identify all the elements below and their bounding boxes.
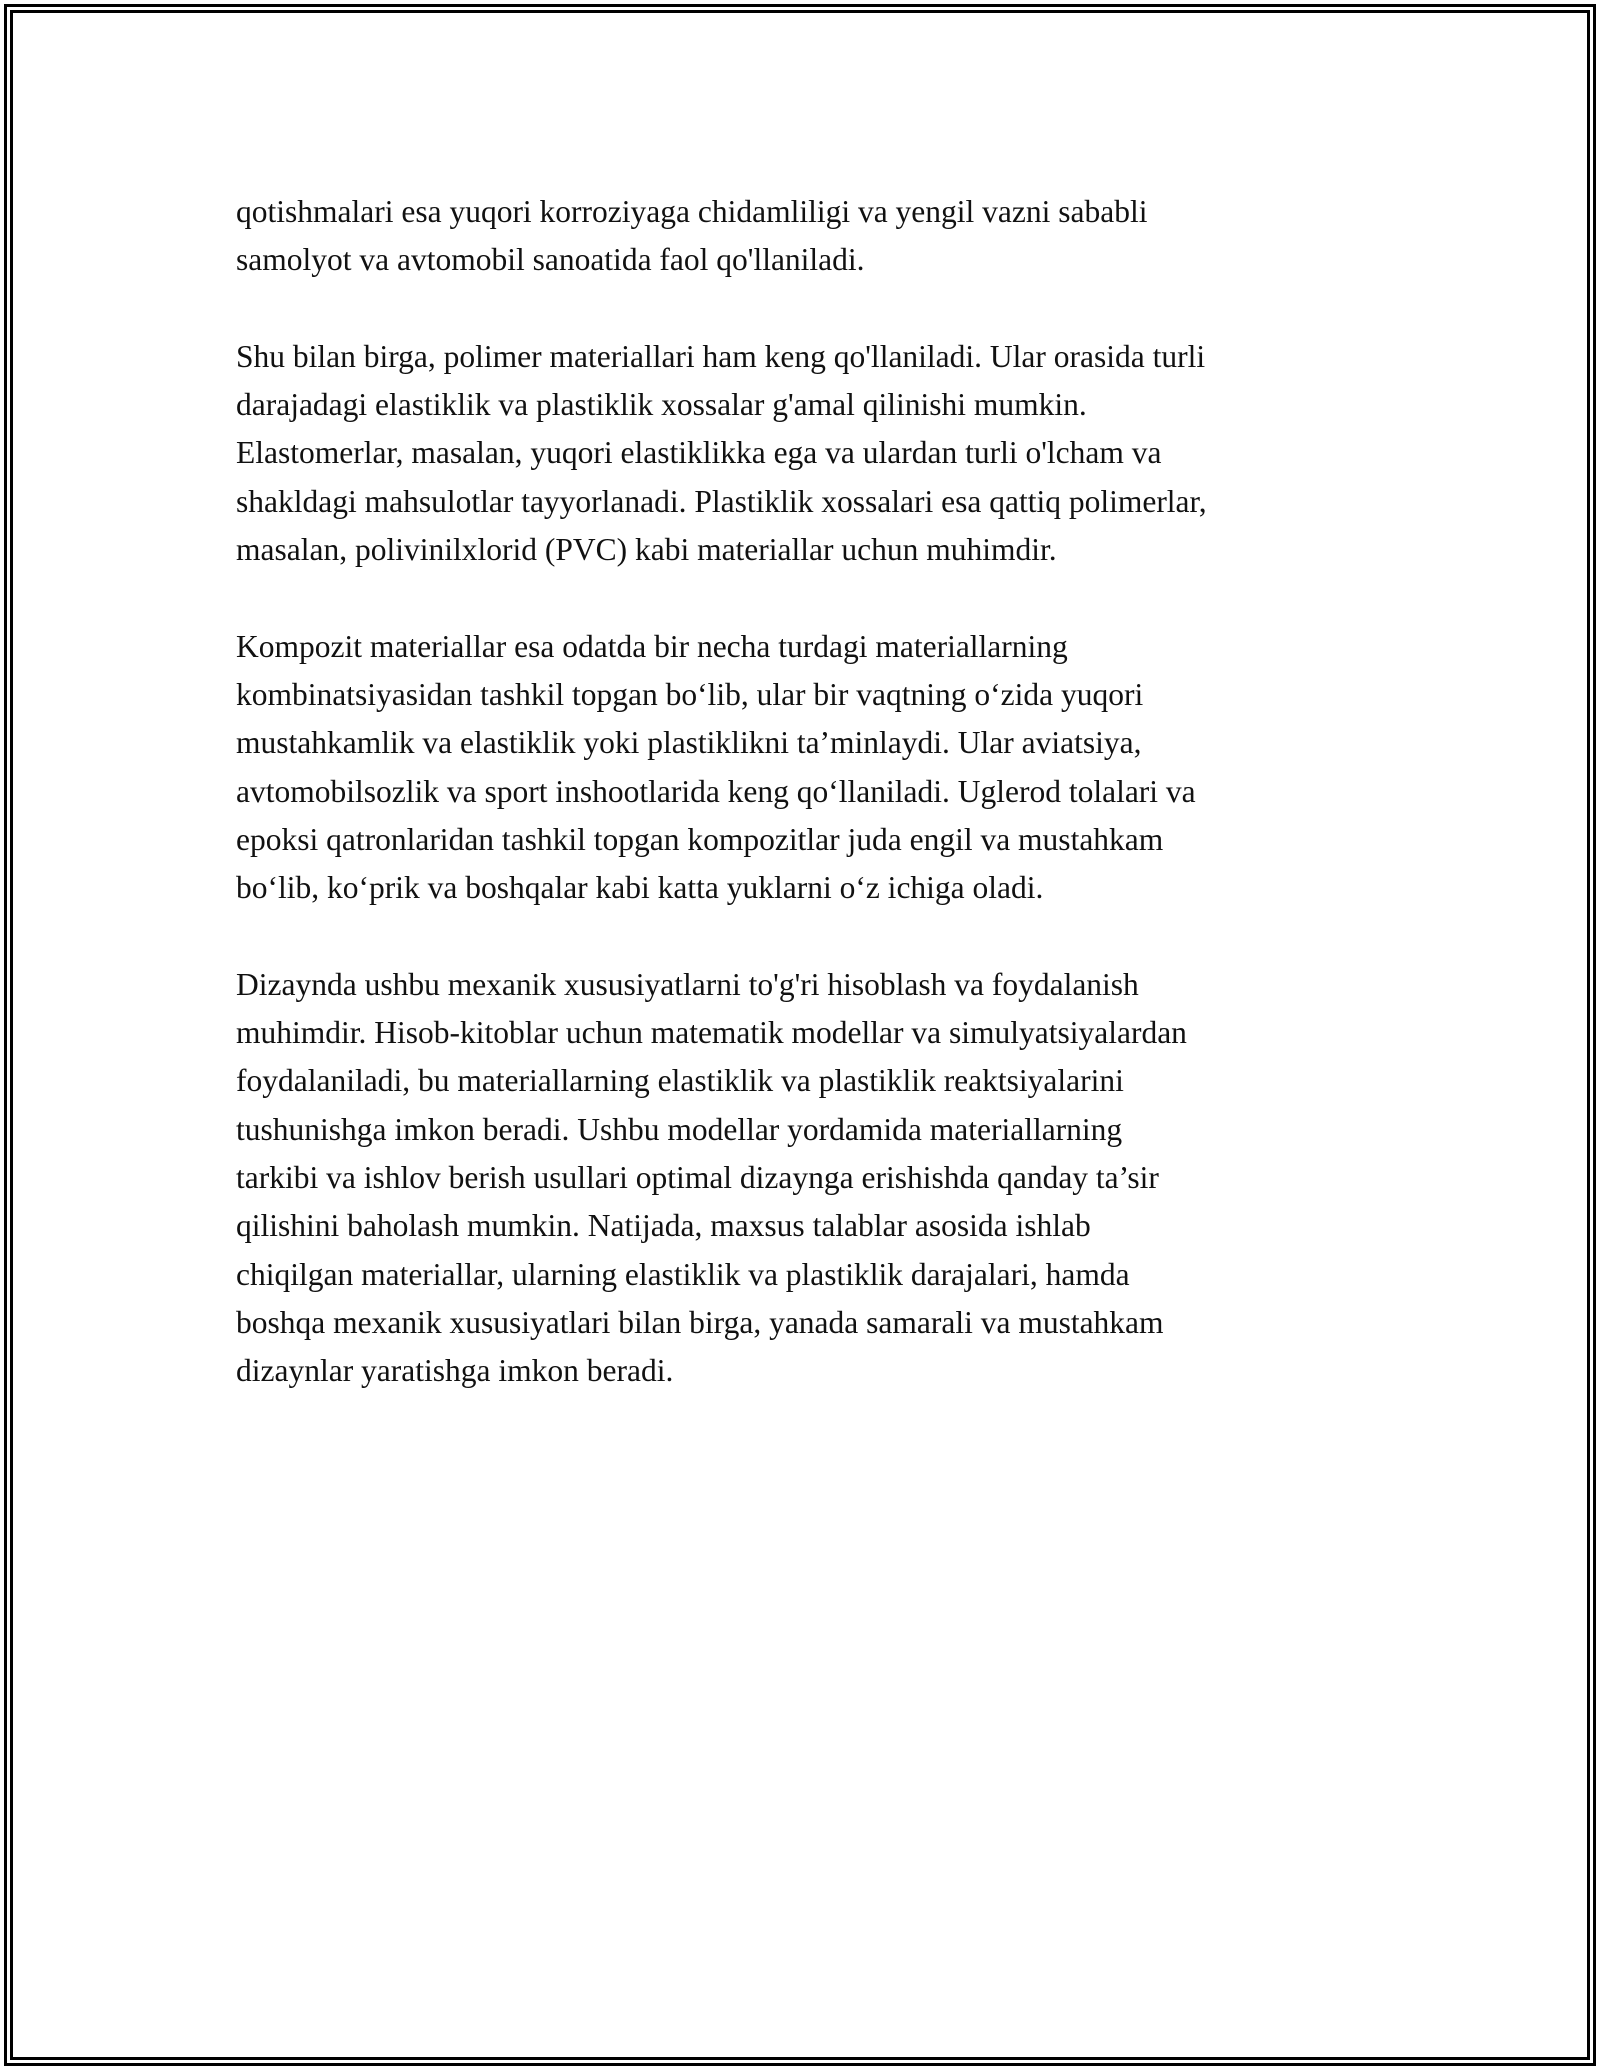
paragraph-alloys: qotishmalari esa yuqori korroziyaga chidamliligi va yengil vazni sababli samolyot va avtomobil sanoatida faol qo'llaniladi. [236,194,1148,278]
paragraph-composites: Kompozit materiallar esa odatda bir necha turdagi materiallarning kombinatsiyasidan tashkil topgan bo‘lib, ular bir vaqtning o‘zida yuqori mustahkamlik va elastiklik yoki plastiklikni ta’minlaydi. Ular aviatsiya, avtomobilsozlik va sport inshootlarida keng qo‘llaniladi. Uglerod tolalari va epoksi qatronlaridan tashkil topgan kompozitlar juda engil va mustahkam bo‘lib, ko‘prik va boshqalar kabi katta yuklarni o‘z ichiga oladi. [236,628,1196,906]
paragraph-design: Dizaynda ushbu mexanik xususiyatlarni to'g'ri hisoblash va foydalanish muhimdir. Hisob-kitoblar uchun matematik modellar va simulyatsiyalardan foydalaniladi, bu materiallarning elastiklik va plastiklik reaktsiyalarini tushunishga imkon beradi. Ushbu modellar yordamida materiallarning tarkibi va ishlov berish usullari optimal dizaynga erishishda qanday ta’sir qilishini baholash mumkin. Natijada, maxsus talablar asosida ishlab chiqilgan materiallar, ularning elastiklik va plastiklik darajalari, hamda boshqa mexanik xususiyatlari bilan birga, yanada samarali va mustahkam dizaynlar yaratishga imkon beradi. [236,966,1187,1389]
document-body [236,188,1376,1444]
paragraph-polymers: Shu bilan birga, polimer materiallari ham keng qo'llaniladi. Ular orasida turli darajadagi elastiklik va plastiklik xossalar g'amal qilinishi mumkin. Elastomerlar, masalan, yuqori elastiklikka ega va ulardan turli o'lcham va shakldagi mahsulotlar tayyorlanadi. Plastiklik xossalari esa qattiq polimerlar, masalan, polivinilxlorid (PVC) kabi materiallar uchun muhimdir. [236,338,1207,568]
